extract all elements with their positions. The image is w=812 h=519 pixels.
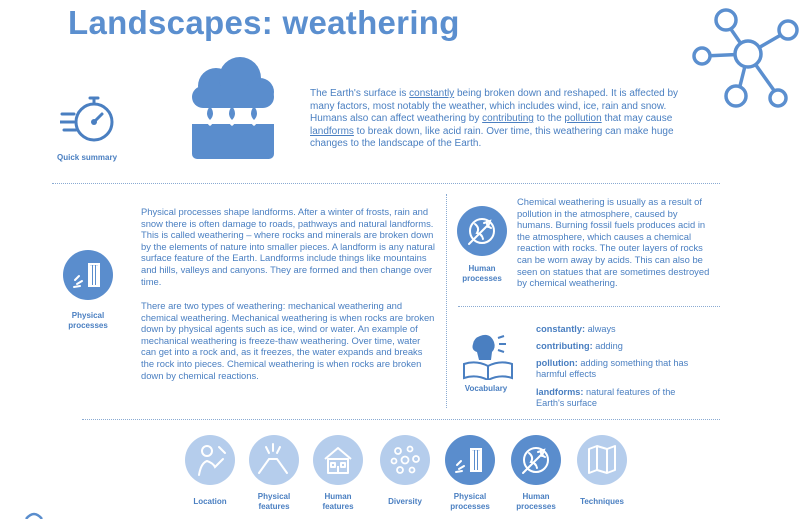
divider-bottom <box>82 419 720 420</box>
physical-processes-badge <box>63 250 113 300</box>
globe-plane-icon <box>511 435 561 485</box>
stopwatch-icon <box>60 94 118 146</box>
vocab-item: pollution: adding something that has harmful effects <box>536 358 689 380</box>
nav-physical-processes-button[interactable] <box>445 435 495 485</box>
network-icon <box>690 4 802 110</box>
cloud-rain-icon <box>188 56 278 160</box>
vocabulary-icon <box>460 330 516 380</box>
divider-top <box>52 183 720 184</box>
nav-label[interactable]: Techniques <box>580 497 624 506</box>
divider-vertical <box>446 194 447 408</box>
human-processes-label: Human processes <box>462 264 502 283</box>
location-icon <box>185 435 235 485</box>
nav-physical-features-button[interactable] <box>249 435 299 485</box>
corner-decoration-icon <box>24 510 44 519</box>
nav-label[interactable]: Diversity <box>388 497 422 506</box>
diversity-icon <box>380 435 430 485</box>
nav-label[interactable]: Physical features <box>257 492 291 511</box>
nav-human-features-button[interactable] <box>313 435 363 485</box>
nav-location-button[interactable] <box>185 435 235 485</box>
human-paragraph: Chemical weathering is usually as a result of pollution in the atmosphere, caused by humans. Burning fossil fuels produces acid in the atmosphere, which causes a chemical reaction with rocks. The outer layers of rocks can be worn away by acids. This can also be seen on statues that are sometimes destroyed by chemical weathering. <box>517 196 710 289</box>
nav-human-processes-button[interactable] <box>511 435 561 485</box>
nav-label[interactable]: Location <box>193 497 227 506</box>
physical-processes-label: Physical processes <box>68 311 108 330</box>
divider-middle <box>458 306 720 307</box>
nav-techniques-button[interactable] <box>577 435 627 485</box>
nav-label[interactable]: Physical processes <box>450 492 490 511</box>
vocabulary-label: Vocabulary <box>464 384 508 393</box>
house-icon <box>313 435 363 485</box>
page-title: Landscapes: weathering <box>68 4 460 41</box>
vocab-item: landforms: natural features of the Earth's surface <box>536 387 676 409</box>
waterfall-icon <box>445 435 495 485</box>
physical-paragraph-2: There are two types of weathering: mechanical weathering and chemical weathering. Mechanical weathering is when rocks are broken down by physical agents such as ice, wind or water. An example of mechanical weathering is freeze-thaw weathering. Over time, water can get into a rock and, as it freezes, the water expands and breaks the rock into pieces. Chemical weathering is when rocks are broken down by chemical reactions. <box>141 300 435 381</box>
nav-label[interactable]: Human features <box>322 492 354 511</box>
physical-paragraph-1: Physical processes shape landforms. After a winter of frosts, rain and snow there is often damage to roads, pathways and natural landforms. This is called weathering – where rocks and minerals are broken down by the elements of nature into smaller pieces. A landform is any natural surface feature of the Earth. Landforms include things like mountains and hills, valleys and canyons. They are formed and then change over time. <box>141 206 435 287</box>
map-icon <box>577 435 627 485</box>
waterfall-icon <box>63 250 113 300</box>
volcano-icon <box>249 435 299 485</box>
vocab-item: contributing: adding <box>536 341 623 351</box>
human-processes-badge <box>457 206 507 256</box>
intro-text: The Earth's surface is constantly being broken down and reshaped. It is affected by many factors, most notably the weather, which includes wind, ice, rain and snow. Humans also can affect weathering by contributing to the pollution that may cause landforms to break down, like acid rain. Over time, this weathering can make huge changes to the landscape of the Earth. <box>310 88 679 150</box>
globe-plane-icon <box>457 206 507 256</box>
nav-label[interactable]: Human processes <box>516 492 556 511</box>
nav-diversity-button[interactable] <box>380 435 430 485</box>
quick-summary-label: Quick summary <box>56 153 118 162</box>
vocab-item: constantly: always <box>536 324 616 334</box>
